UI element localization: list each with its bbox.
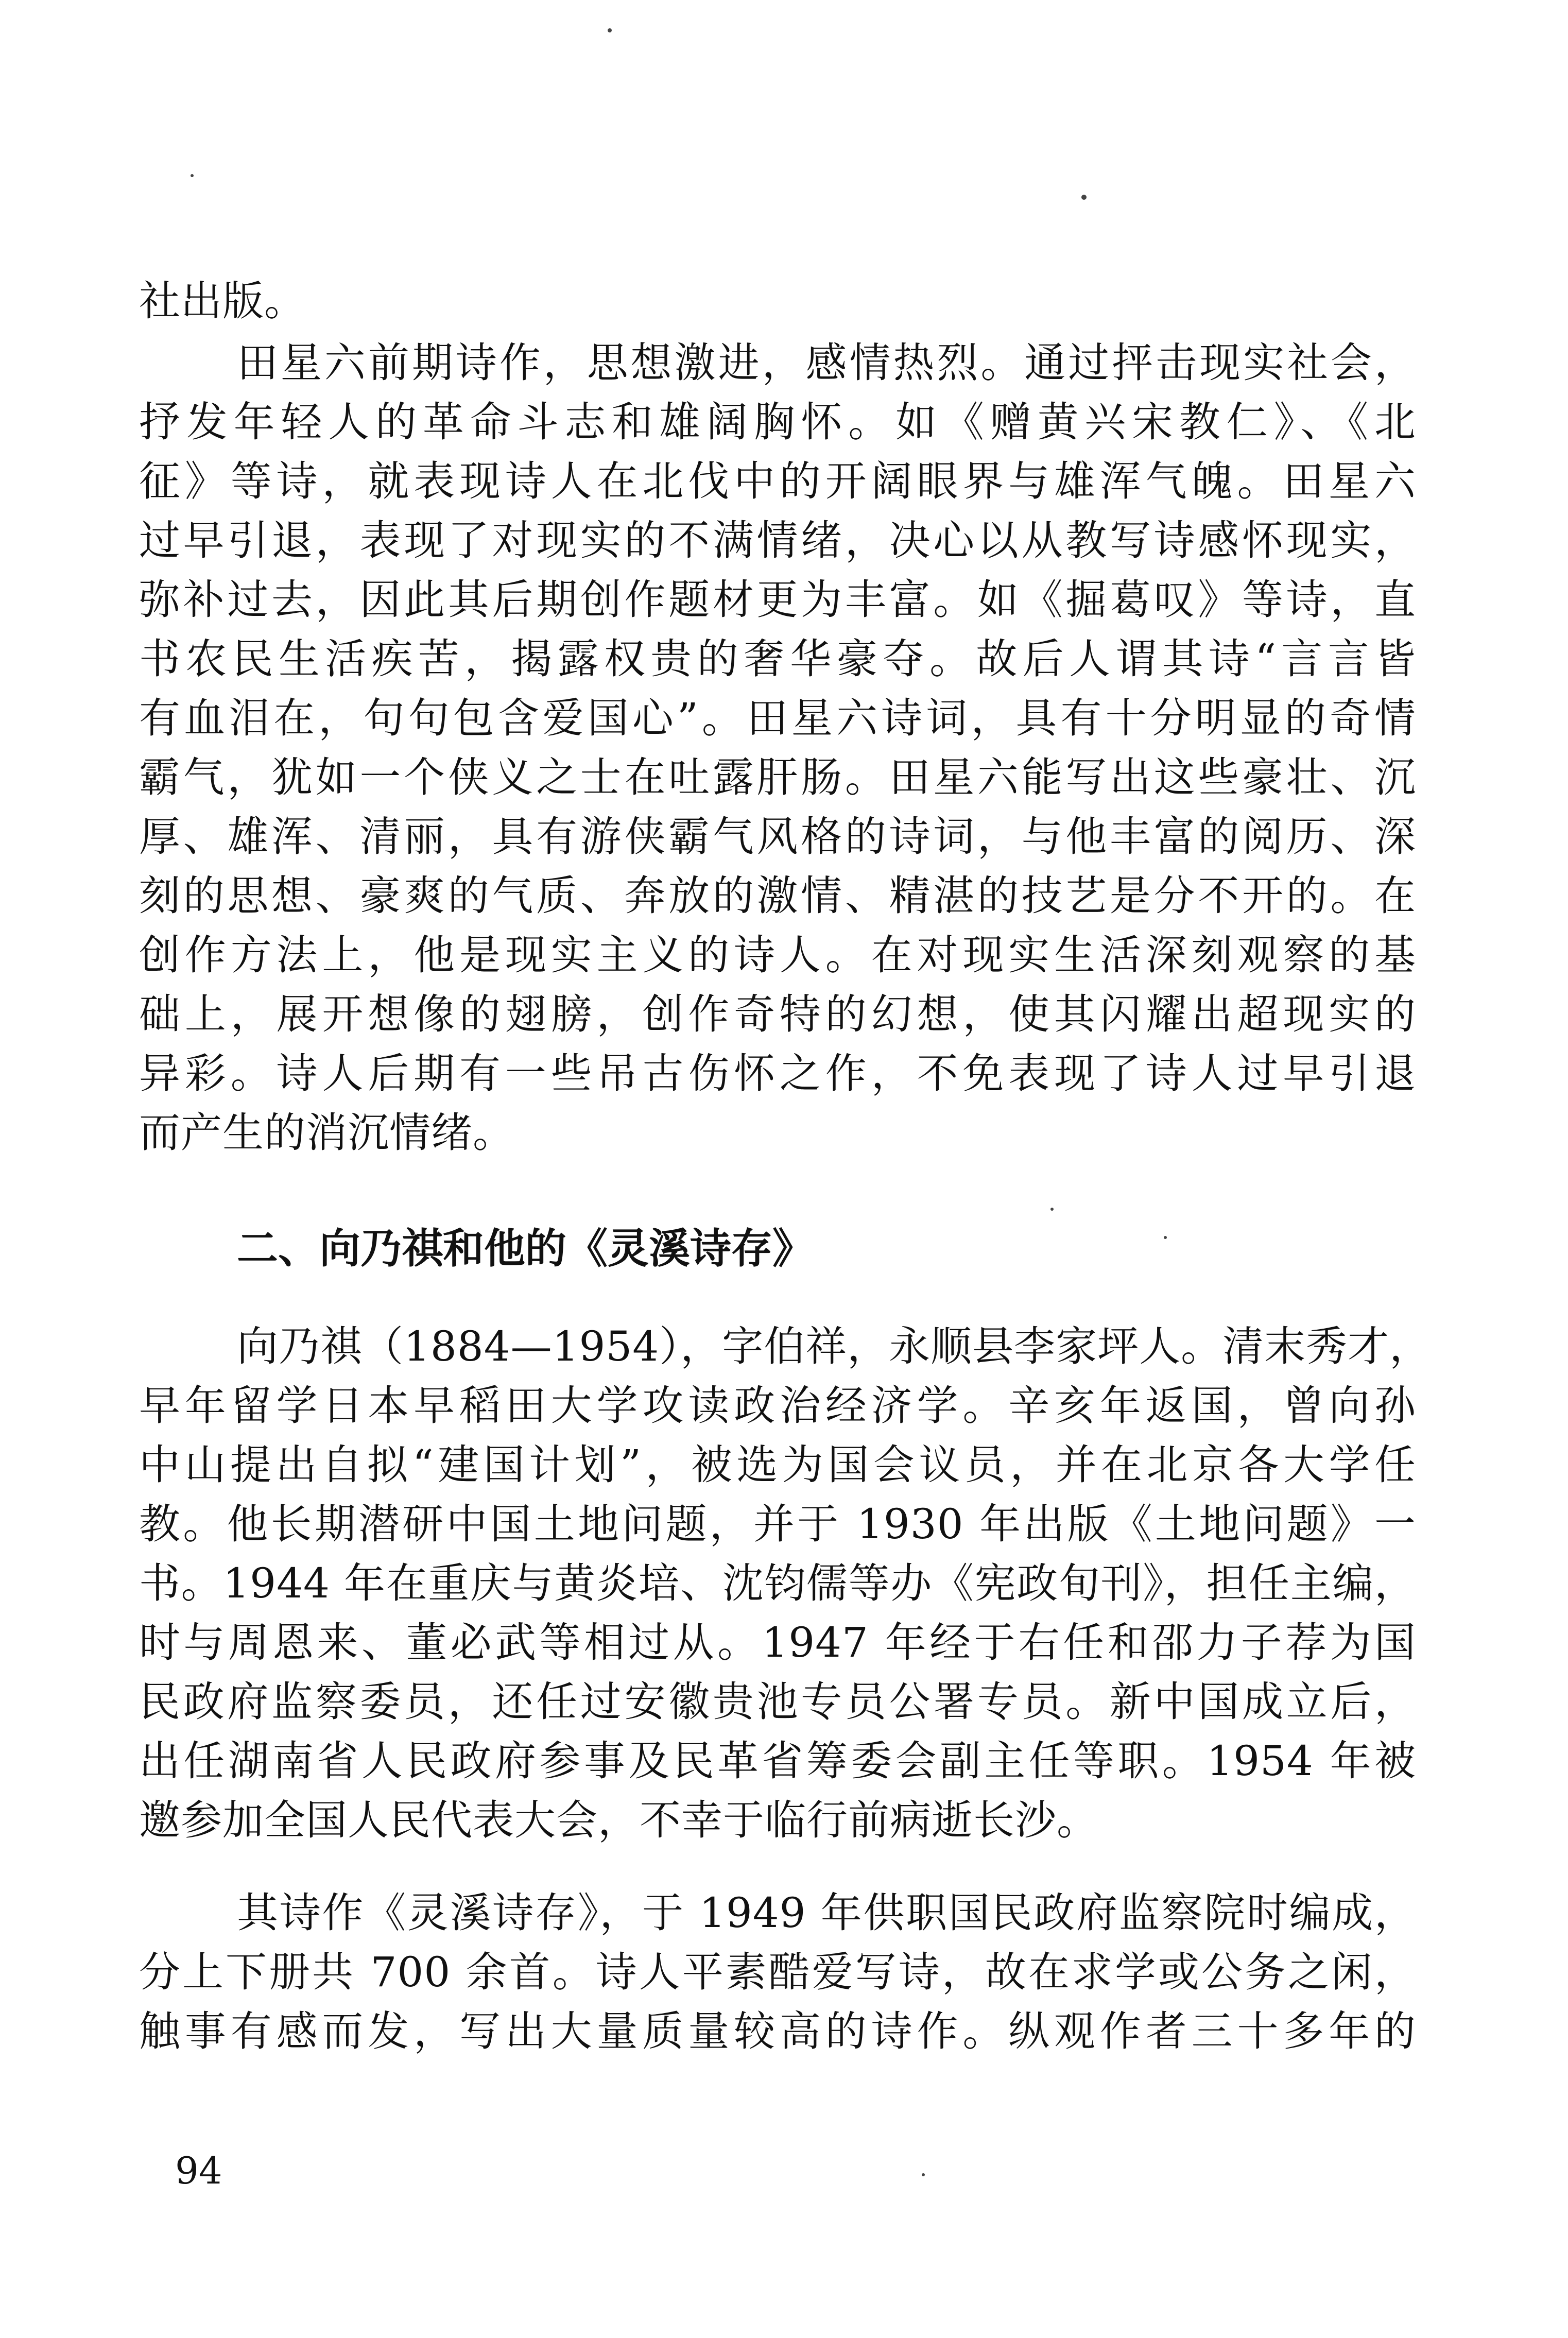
text-line: 有血泪在，句句包含爱国心”。田星六诗词，具有十分明显的奇情 [139, 694, 1416, 742]
section-heading: 二、向乃祺和他的《灵溪诗存》 [237, 1225, 814, 1273]
text-line: 时与周恩来、董必武等相过从。1947 年经于右任和邵力子荐为国 [139, 1619, 1416, 1666]
scan-speck [922, 2173, 925, 2176]
text-line: 厚、雄浑、清丽，具有游侠霸气风格的诗词，与他丰富的阅历、深 [139, 813, 1416, 861]
text-line: 民政府监察委员，还任过安徽贵池专员公署专员。新中国成立后， [139, 1678, 1416, 1726]
text-line: 早年留学日本早稻田大学攻读政治经济学。辛亥年返国，曾向孙 [139, 1382, 1416, 1430]
text-line: 而产生的消沉情绪。 [139, 1109, 514, 1157]
text-line: 过早引退，表现了对现实的不满情绪，决心以从教写诗感怀现实， [139, 517, 1416, 564]
text-line: 田星六前期诗作，思想激进，感情热烈。通过抨击现实社会， [237, 339, 1416, 387]
text-line: 书。1944 年在重庆与黄炎培、沈钧儒等办《宪政旬刊》，担任主编， [139, 1559, 1416, 1607]
scan-speck [1050, 1208, 1054, 1211]
text-line: 出任湖南省人民政府参事及民革省筹委会副主任等职。1954 年被 [139, 1737, 1416, 1785]
page-number: 94 [175, 2149, 222, 2192]
text-line: 抒发年轻人的革命斗志和雄阔胸怀。如《赠黄兴宋教仁》、《北 [139, 398, 1416, 446]
text-line: 创作方法上，他是现实主义的诗人。在对现实生活深刻观察的基 [139, 931, 1416, 979]
text-line: 弥补过去，因此其后期创作题材更为丰富。如《掘葛叹》等诗，直 [139, 576, 1416, 624]
scan-speck [1164, 1236, 1167, 1239]
text-line: 础上，展开想像的翅膀，创作奇特的幻想，使其闪耀出超现实的 [139, 990, 1416, 1038]
text-line: 刻的思想、豪爽的气质、奔放的激情、精湛的技艺是分不开的。在 [139, 872, 1416, 920]
text-line: 异彩。诗人后期有一些吊古伤怀之作，不免表现了诗人过早引退 [139, 1050, 1416, 1097]
scan-speck [191, 174, 194, 177]
text-line: 征》等诗，就表现诗人在北伐中的开阔眼界与雄浑气魄。田星六 [139, 457, 1416, 505]
text-line: 触事有感而发，写出大量质量较高的诗作。纵观作者三十多年的 [139, 2007, 1416, 2055]
text-line: 分上下册共 700 余首。诗人平素酷爱写诗，故在求学或公务之闲， [139, 1948, 1416, 1996]
text-line: 向乃祺（1884—1954），字伯祥，永顺县李家坪人。清末秀才， [237, 1322, 1432, 1370]
text-line: 教。他长期潜研中国土地问题，并于 1930 年出版《土地问题》一 [139, 1500, 1416, 1548]
scan-speck [608, 28, 612, 32]
text-line: 中山提出自拟“建国计划”，被选为国会议员，并在北京各大学任 [139, 1441, 1416, 1489]
text-line: 书农民生活疾苦，揭露权贵的奢华豪夺。故后人谓其诗“言言皆 [139, 635, 1416, 683]
text-line: 邀参加全国人民代表大会，不幸于临行前病逝长沙。 [139, 1796, 1098, 1844]
scan-speck [1081, 195, 1087, 200]
text-line: 霸气，犹如一个侠义之士在吐露肝肠。田星六能写出这些豪壮、沉 [139, 753, 1416, 801]
continuation-line: 社出版。 [139, 277, 306, 325]
text-line: 其诗作《灵溪诗存》，于 1949 年供职国民政府监察院时编成， [237, 1889, 1416, 1937]
